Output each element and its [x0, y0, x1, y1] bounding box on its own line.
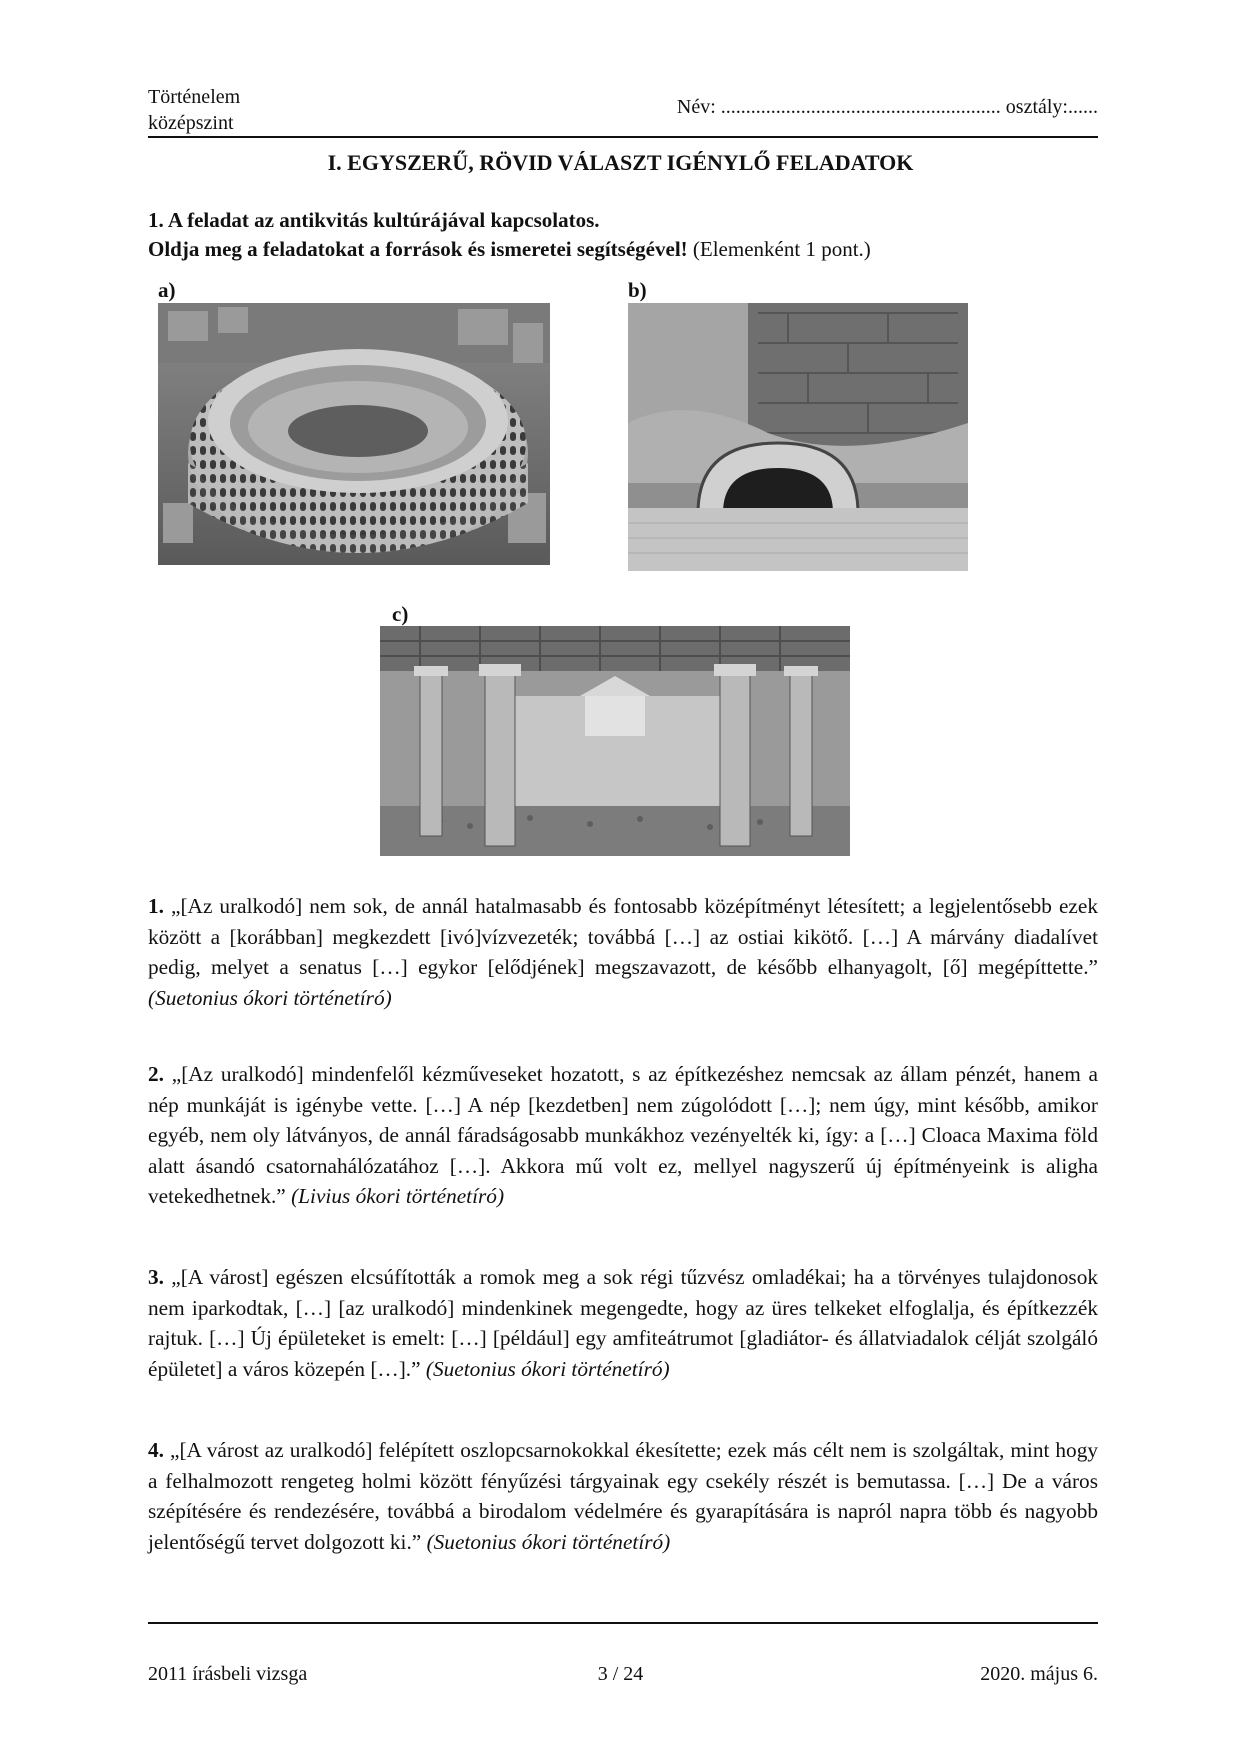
exam-code: 2011 írásbeli vizsga [148, 1663, 308, 1685]
subject-label [148, 84, 240, 136]
source-text: „[Az uralkodó] nem sok, de annál hatalmasabb és fontosabb középítményt létesített; a legjelentősebb ezek között a [korábban] megkezdett [ivó]vízvezeték; továbbá […] az ostiai kikötő. […] A márvány diadalívet pedig, melyet a senatus […] egykor [elődjének] megszavazott, de később elhanyagolt, [ő] megépíttette.” [148, 894, 1098, 979]
section-title: I. EGYSZERŰ, RÖVID VÁLASZT IGÉNYLŐ FELADATOK [327, 150, 914, 175]
source-paragraph-3 [148, 1262, 1098, 1384]
source-number: 1. [148, 894, 164, 918]
source-paragraph-4 [148, 1435, 1098, 1557]
source-paragraph-1 [148, 891, 1098, 1013]
task-title: 1. A feladat az antikvitás kultúrájával kapcsolatos. [148, 208, 600, 232]
source-text: „[Az uralkodó] mindenfelől kézműveseket hozatott, s az építkezéshez nemcsak az állam pénzét, hanem a nép munkáját is igénybe vette. […] A nép [kezdetben] nem zúgolódott […]; nem úgy, mint később, amikor egyéb, nem oly látványos, de annál fáradságosabb munkákhoz vezényelték ki, így: a […] Cloaca Maxima föld alatt ásandó csatornahálózatához […]. Akkora mű volt ez, mellyel nagyszerű új építményeink is aligha vetekedhetnek.” [148, 1062, 1098, 1208]
header-rule [148, 136, 1098, 138]
colonnade-image [380, 626, 850, 856]
source-number: 4. [148, 1438, 164, 1462]
task-heading [148, 206, 871, 264]
source-attribution: (Suetonius ókori történetíró) [148, 985, 392, 1010]
task-instruction: Oldja meg a feladatokat a források és ismeretei segítségével! [148, 237, 688, 261]
source-number: 3. [148, 1265, 164, 1289]
page-number: 3 / 24 [597, 1663, 644, 1685]
subject-level: középszint [148, 112, 234, 134]
source-text: „[A várost az uralkodó] felépített oszlopcsarnokokkal ékesítette; ezek más célt nem is szolgáltak, mint hogy a felhalmozott rengeteg holmi között fényűzési tárgyainak egy csekély részét is bemutassa. […] De a város szépítésére és rendezésére, továbbá a birodalom védelmére és gyarapítására is napról napra több és nagyobb jelentőségű tervet dolgozott ki.” [148, 1438, 1098, 1554]
source-paragraph-2 [148, 1059, 1098, 1212]
subject-name: Történelem [148, 86, 241, 108]
task-points: (Elemenként 1 pont.) [687, 237, 871, 261]
exam-date: 2020. május 6. [980, 1663, 1098, 1685]
source-number: 2. [148, 1062, 164, 1086]
source-attribution: (Suetonius ókori történetíró) [425, 1356, 670, 1381]
colosseum-image [158, 303, 550, 565]
source-attribution: (Suetonius ókori történetíró) [426, 1529, 671, 1554]
cloaca-maxima-image [628, 303, 968, 571]
name-class-field: Név: ........................................................ osztály:...... [676, 96, 1098, 118]
image-c-label: c) [392, 602, 409, 626]
image-b-label: b) [628, 278, 647, 302]
source-text: „[A várost] egészen elcsúfították a romok meg a sok régi tűzvész omladékai; ha a törvényes tulajdonosok nem iparkodtak, […] [az uralkodó] mindenkinek megengedte, hogy az üres telkeket elfoglalja, és építkezzék rajtuk. […] Új épületeket is emelt: […] [például] egy amfiteátrumot [gladiátor- és állatviadalok célját szolgáló épületet] a város közepén […].” [148, 1265, 1098, 1381]
source-attribution: (Livius ókori történetíró) [291, 1184, 505, 1208]
image-a-label: a) [158, 278, 176, 302]
footer-rule [148, 1622, 1098, 1624]
